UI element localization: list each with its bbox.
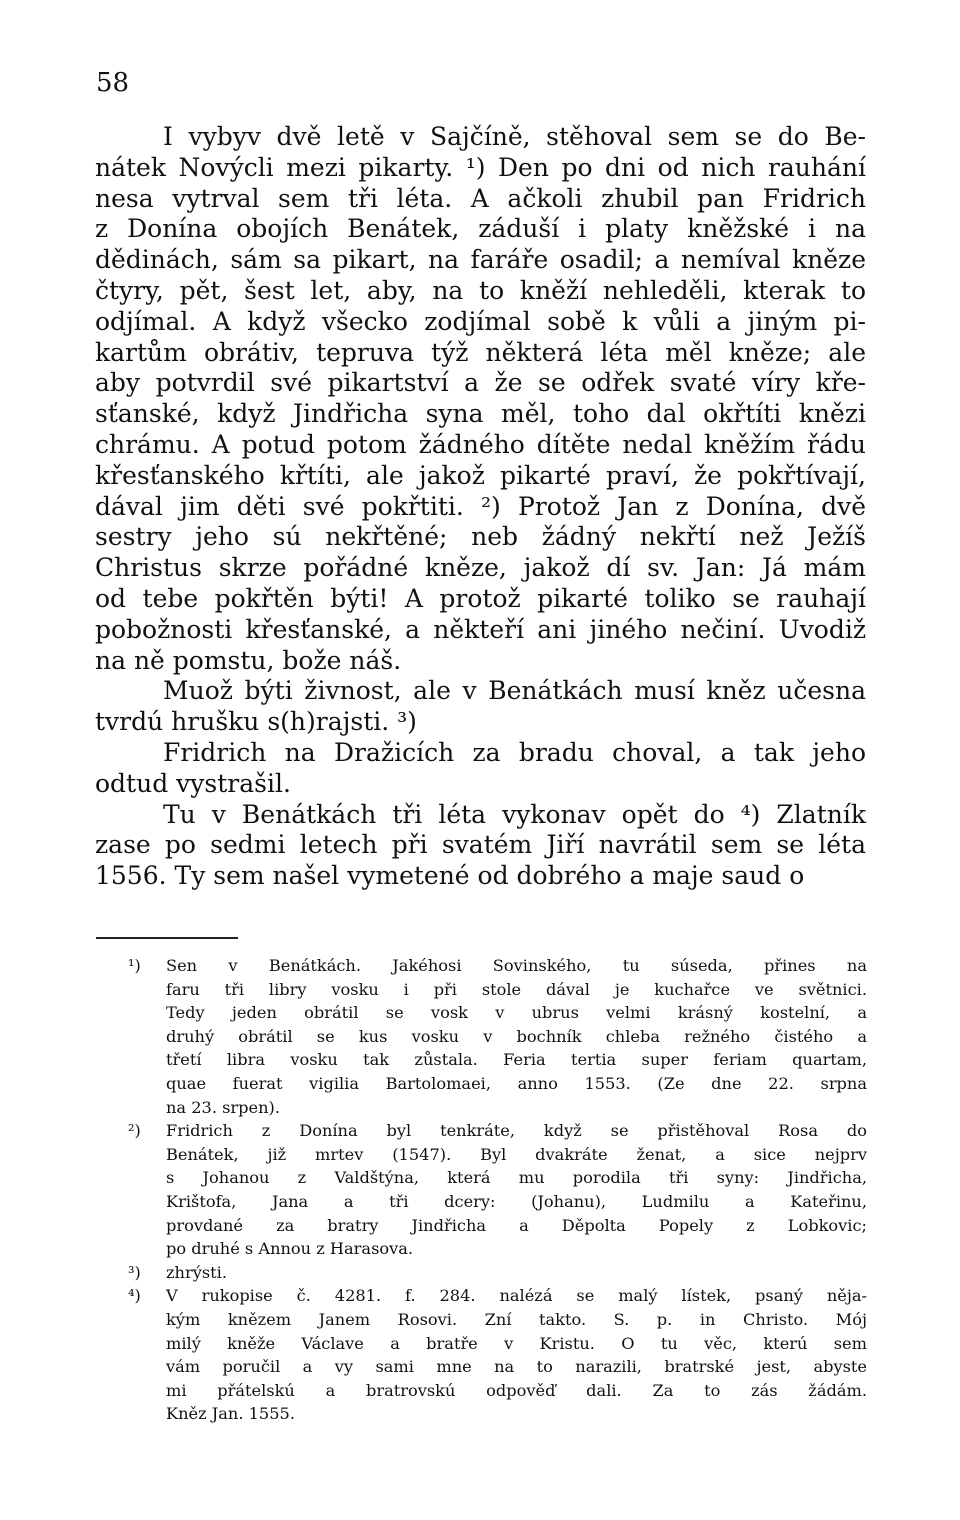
footnote-line: zhrýsti.: [166, 1262, 227, 1282]
text-line: Christus skrze pořádné kněze, jakož dí sv. Jan: Já mám: [95, 553, 866, 583]
footnote-line: třetí libra vosku tak zůstala. Feria tertia super feriam quartam,: [166, 1050, 867, 1070]
text-line: tvrdú hrušku s(h)rajsti. ³): [95, 707, 417, 737]
footnote-line: Fridrich z Donína byl tenkráte, když se přistěhoval Rosa do: [166, 1121, 867, 1141]
footnote-line: Kněz Jan. 1555.: [166, 1404, 295, 1424]
text-line: dával jim děti své pokřtiti. ²) Protož Jan z Donína, dvě: [95, 491, 866, 521]
paragraph: [95, 738, 866, 800]
footnote-line: po druhé s Annou z Harasova.: [166, 1239, 414, 1259]
text-line: dědinách, sám sa pikart, na faráře osadil; a nemíval kněze: [95, 245, 866, 275]
paragraph: [95, 122, 866, 676]
text-line: odtud vystrašil.: [95, 768, 291, 798]
footnote-mark: ⁴): [128, 1286, 141, 1306]
footnote: [128, 1119, 867, 1261]
text-line: chrámu. A potud potom žádného dítěte nedal kněžím řádu: [95, 429, 866, 459]
footnote-line: Sen v Benátkách. Jakéhosi Sovinského, tu súseda, přines na: [166, 956, 867, 975]
main-text: [95, 122, 866, 892]
footnote-line: Krištofa, Jana a tři dcery: (Johanu), Ludmilu a Kateřinu,: [166, 1191, 867, 1211]
footnote-line: quae fuerat vigilia Bartolomaei, anno 1553. (Ze dne 22. srpna: [166, 1073, 867, 1093]
text-line: 1556. Ty sem našel vymetené od dobrého a maje saud o: [95, 861, 805, 891]
footnote-mark: ²): [128, 1121, 141, 1141]
text-line: zase po sedmi letech při svatém Jiří navrátil sem se léta: [95, 830, 866, 860]
footnote-line: Tedy jeden obrátil se vosk v ubrus velmi krásný kostelní, a: [166, 1003, 867, 1023]
page-number: 58: [96, 68, 130, 98]
paragraph: [95, 800, 866, 892]
text-line: aby potvrdil své pikartství a že se odřek svaté víry kře-: [95, 368, 866, 398]
footnote-line: V rukopise č. 4281. f. 284. nalézá se malý lístek, psaný něja-: [166, 1286, 867, 1306]
footnote-line: provdané za bratry Jindřicha a Děpolta Popely z Lobkovic;: [166, 1215, 867, 1235]
text-line: křesťanského křtíti, ale jakož pikarté praví, že pokřtívají,: [95, 460, 866, 490]
footnotes: [128, 954, 867, 1426]
footnote: [128, 954, 867, 1119]
footnote-line: mi přátelskú a bratrovskú odpověď dali. Za to zás žádám.: [166, 1380, 867, 1400]
footnote-mark: ¹): [128, 956, 141, 975]
text-line: odjímal. A když všecko zodjímal sobě k vůli a jiným pi-: [95, 306, 866, 336]
text-line: I vybyv dvě letě v Sajčíně, stěhoval sem se do Be-: [163, 122, 866, 151]
footnote-line: na 23. srpen).: [166, 1097, 280, 1117]
text-line: čtyry, pět, šest let, aby, na to kněží nehleděli, kterak to: [95, 275, 866, 305]
text-line: Muož býti živnost, ale v Benátkách musí kněz učesna: [163, 676, 866, 706]
footnote-line: druhý obrátil se kus vosku v bochník chleba režného čistého a: [166, 1026, 867, 1046]
footnote-line: vám poručil a vy sami mne na to narazili, bratrské jest, abyste: [166, 1357, 867, 1377]
footnote-line: faru tři libry vosku i při stole dával je kuchařce ve světnici.: [166, 979, 867, 999]
text-line: nátek Novýcli mezi pikarty. ¹) Den po dni od nich rauhání: [95, 152, 866, 182]
footnote-separator: [96, 937, 238, 939]
text-line: sestry jeho sú nekřtěné; neb žádný nekřtí než Ježíš: [95, 522, 866, 552]
text-line: od tebe pokřtěn býti! A protož pikarté toliko se rauhají: [95, 583, 866, 613]
text-line: pobožnosti křesťanské, a někteří ani jiného nečiní. Uvodiž: [95, 614, 866, 644]
text-line: Tu v Benátkách tři léta vykonav opět do ⁴) Zlatník: [163, 799, 866, 829]
footnote-line: milý kněže Václave a bratře v Kristu. O tu věc, kterú sem: [166, 1333, 867, 1353]
text-line: z Donína obojích Benátek, záduší i platy kněžské i na: [95, 214, 866, 244]
text-line: nesa vytrval sem tři léta. A ačkoli zhubil pan Fridrich: [95, 183, 866, 213]
footnote-line: Benátek, již mrtev (1547). Byl dvakráte ženat, a sice nejprv: [166, 1144, 867, 1164]
paragraph: [95, 676, 866, 738]
footnote-mark: ³): [128, 1262, 141, 1282]
footnote-line: s Johanou z Valdštýna, která mu porodila tři syny: Jindřicha,: [166, 1168, 867, 1188]
text-line: na ně pomstu, bože náš.: [95, 645, 402, 675]
footnote-line: kým knězem Janem Rosovi. Zní takto. S. p. in Christo. Mój: [166, 1309, 867, 1329]
text-line: Fridrich na Dražicích za bradu choval, a tak jeho: [163, 737, 866, 767]
footnote: [128, 1261, 867, 1285]
footnote: [128, 1284, 867, 1426]
text-line: sťanské, když Jindřicha syna měl, toho dal okřtíti knězi: [95, 399, 866, 429]
text-line: kartům obrátiv, tepruva týž některá léta měl kněze; ale: [95, 337, 866, 367]
